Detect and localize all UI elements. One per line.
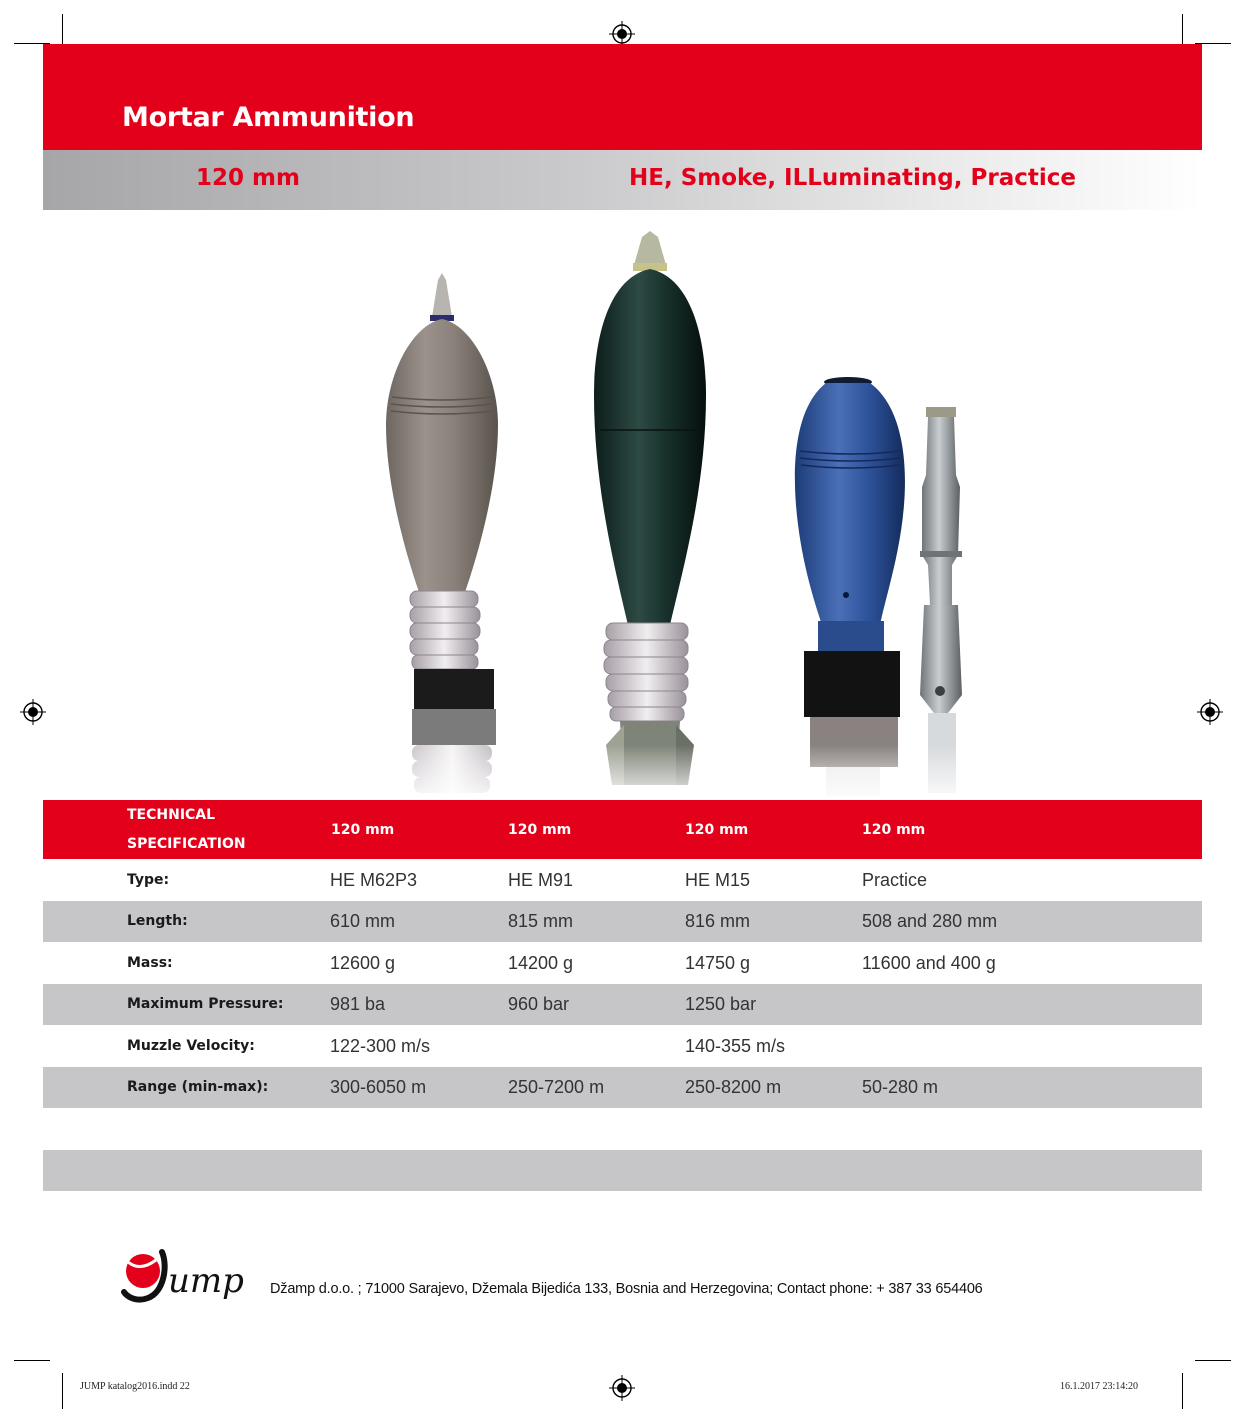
crop-mark <box>1182 1373 1183 1409</box>
crop-mark <box>1195 1360 1231 1361</box>
subheader-caliber: 120 mm <box>196 165 300 191</box>
spec-header-column: 120 mm <box>862 822 926 838</box>
registration-mark-icon <box>20 699 46 725</box>
crop-mark <box>62 1373 63 1409</box>
table-cell: 250-7200 m <box>508 1077 605 1097</box>
table-cell: 300-6050 m <box>330 1077 427 1097</box>
table-row <box>43 943 1202 984</box>
row-label-range: Range (min-max): <box>127 1079 269 1095</box>
table-cell: Practice <box>862 870 928 890</box>
table-cell: 250-8200 m <box>685 1077 782 1097</box>
table-cell: 122-300 m/s <box>330 1036 431 1056</box>
table-cell: 610 mm <box>330 911 396 931</box>
spec-header-column: 120 mm <box>331 822 395 838</box>
table-cell: 815 mm <box>508 911 574 931</box>
slug-filename: JUMP katalog2016.indd 22 <box>80 1381 190 1392</box>
spec-header-column: 120 mm <box>685 822 749 838</box>
logo-wordmark: ump <box>168 1261 244 1301</box>
page-title: Mortar Ammunition <box>122 102 415 133</box>
registration-mark-icon <box>1197 699 1223 725</box>
crop-mark <box>14 1360 50 1361</box>
table-cell: 816 mm <box>685 911 751 931</box>
row-label-muzzle-velocity: Muzzle Velocity: <box>127 1038 255 1054</box>
table-cell: 140-355 m/s <box>685 1036 786 1056</box>
table-cell: 508 and 280 mm <box>862 911 998 931</box>
row-label-max-pressure: Maximum Pressure: <box>127 996 284 1012</box>
table-cell: 50-280 m <box>862 1077 939 1097</box>
table-row <box>43 1026 1202 1067</box>
table-row <box>43 901 1202 942</box>
mortar-rounds-image <box>380 225 1000 805</box>
footer-contact: Džamp d.o.o. ; 71000 Sarajevo, Džemala Bijedića 133, Bosnia and Herzegovina; Contact phone: + 387 33 654406 <box>270 1281 983 1297</box>
table-cell: HE M15 <box>685 870 751 890</box>
table-cell: 12600 g <box>330 953 396 973</box>
row-label-type: Type: <box>127 872 170 888</box>
spec-header-label-line2: SPECIFICATION <box>127 836 246 852</box>
table-row <box>43 860 1202 901</box>
spec-header-column: 120 mm <box>508 822 572 838</box>
empty-table-row <box>43 1150 1202 1191</box>
table-cell: 14750 g <box>685 953 751 973</box>
row-label-length: Length: <box>127 913 188 929</box>
table-cell: HE M62P3 <box>330 870 418 890</box>
header-band <box>43 44 1202 150</box>
table-cell: 960 bar <box>508 994 570 1014</box>
registration-mark-icon <box>609 1375 635 1401</box>
table-cell: 1250 bar <box>685 994 757 1014</box>
subheader-types: HE, Smoke, ILLuminating, Practice <box>629 165 1076 191</box>
row-label-mass: Mass: <box>127 955 173 971</box>
table-row <box>43 1067 1202 1108</box>
spec-header-label-line1: TECHNICAL <box>127 807 216 823</box>
table-cell: 11600 and 400 g <box>862 953 996 973</box>
jump-logo <box>118 1246 260 1316</box>
table-row <box>43 984 1202 1025</box>
table-cell: 14200 g <box>508 953 574 973</box>
table-cell: HE M91 <box>508 870 574 890</box>
table-cell: 981 ba <box>330 994 386 1014</box>
slug-timestamp: 16.1.2017 23:14:20 <box>1060 1381 1139 1392</box>
